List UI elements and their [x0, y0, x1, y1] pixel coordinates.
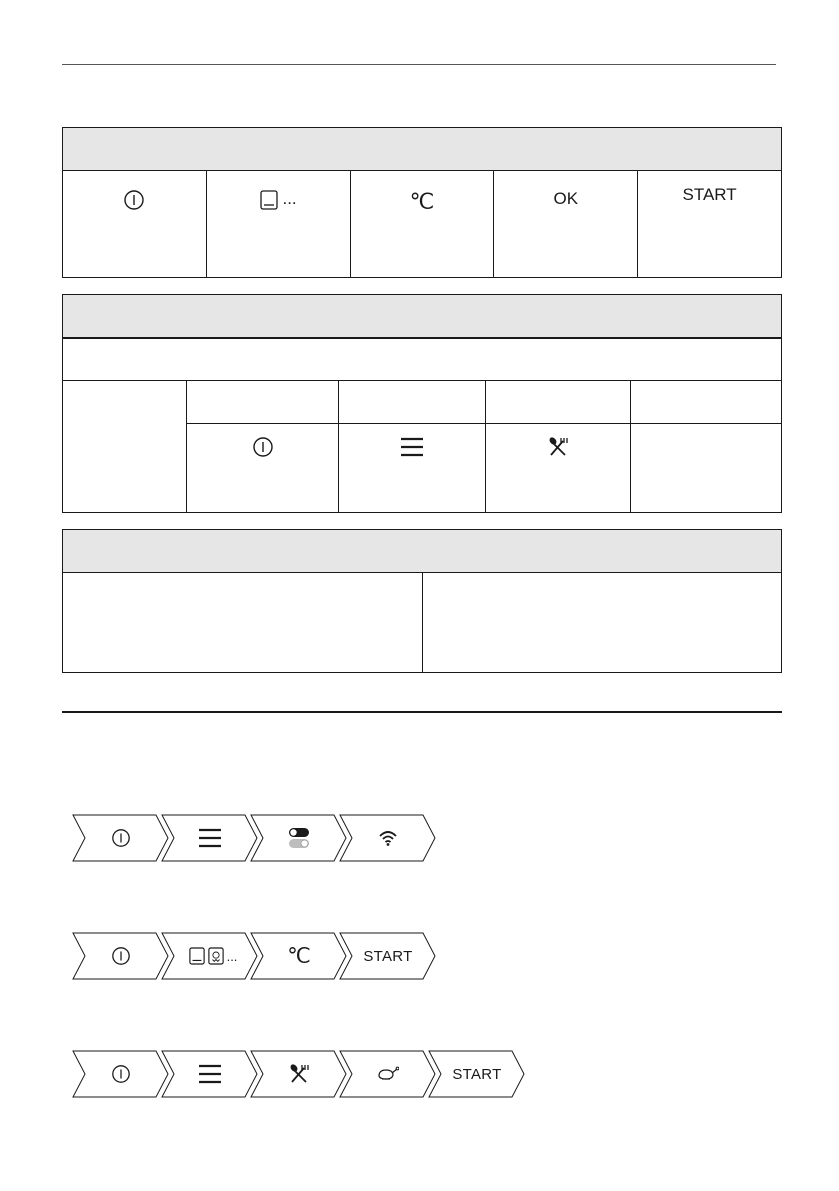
symbols-table-3: [62, 529, 782, 673]
table-header: [63, 128, 781, 171]
symbol-cell: [486, 424, 631, 512]
symbol-cell: [637, 171, 781, 277]
more-dots: ...: [226, 948, 238, 964]
top-rule: [62, 64, 776, 65]
fan-heat-icon: [208, 947, 224, 965]
grid-cell: [631, 381, 781, 424]
power-icon: [111, 1064, 131, 1084]
step-chevron: [72, 1050, 170, 1098]
table-cell: [422, 573, 782, 672]
symbol-row: [63, 171, 781, 277]
step-sequence-3: [72, 1050, 532, 1098]
menu-icon: [400, 436, 424, 458]
wifi-icon: [378, 829, 398, 847]
roast-icon: [377, 1066, 399, 1082]
symbol-grid: [63, 381, 781, 512]
table-subheader: [63, 339, 781, 381]
step-chevron: [161, 1050, 259, 1098]
start-label: START: [363, 947, 413, 965]
step-chevron: [339, 814, 437, 862]
table-header: [63, 530, 781, 573]
step-chevron: [428, 1050, 526, 1098]
start-label: START: [682, 185, 737, 204]
step-chevron: [161, 932, 259, 980]
symbol-cell: [63, 171, 206, 277]
grid-cell: [339, 381, 486, 424]
step-chevron: [250, 1050, 348, 1098]
step-chevron: [250, 814, 348, 862]
symbol-cell: [631, 424, 781, 512]
section-rule: [62, 711, 782, 713]
power-icon: [111, 828, 131, 848]
step-chevron: [161, 814, 259, 862]
cutlery-icon: [288, 1063, 310, 1085]
menu-icon: [198, 1063, 222, 1085]
symbol-cell: [350, 171, 494, 277]
power-icon: [111, 946, 131, 966]
row-label-cell: [63, 381, 187, 512]
power-icon: [123, 189, 145, 211]
toggle-icon: [288, 827, 310, 849]
grid-cell: [187, 381, 339, 424]
power-icon: [252, 436, 274, 458]
step-sequence-1: [72, 814, 442, 862]
more-dots: ...: [282, 189, 297, 208]
oven-function-icon: [189, 947, 205, 965]
ok-label: OK: [553, 189, 579, 208]
grid-cell: [486, 381, 631, 424]
oven-function-icon: [260, 190, 278, 210]
celsius-icon: ℃: [287, 944, 311, 968]
step-chevron: [72, 932, 170, 980]
step-chevron: [72, 814, 170, 862]
cutlery-icon: [547, 436, 569, 458]
symbol-cell: [339, 424, 486, 512]
table-row: [63, 573, 781, 672]
menu-icon: [198, 827, 222, 849]
step-chevron: [250, 932, 348, 980]
symbol-cell: [206, 171, 350, 277]
celsius-icon: ℃: [409, 189, 435, 214]
symbol-cell: [187, 424, 339, 512]
step-chevron: [339, 1050, 437, 1098]
step-sequence-2: [72, 932, 442, 980]
symbols-table-1: [62, 127, 782, 278]
table-header: [63, 295, 781, 339]
table-cell: [63, 573, 422, 672]
symbol-cell: [493, 171, 637, 277]
step-chevron: [339, 932, 437, 980]
start-label: START: [452, 1065, 502, 1083]
symbols-table-2: [62, 294, 782, 513]
